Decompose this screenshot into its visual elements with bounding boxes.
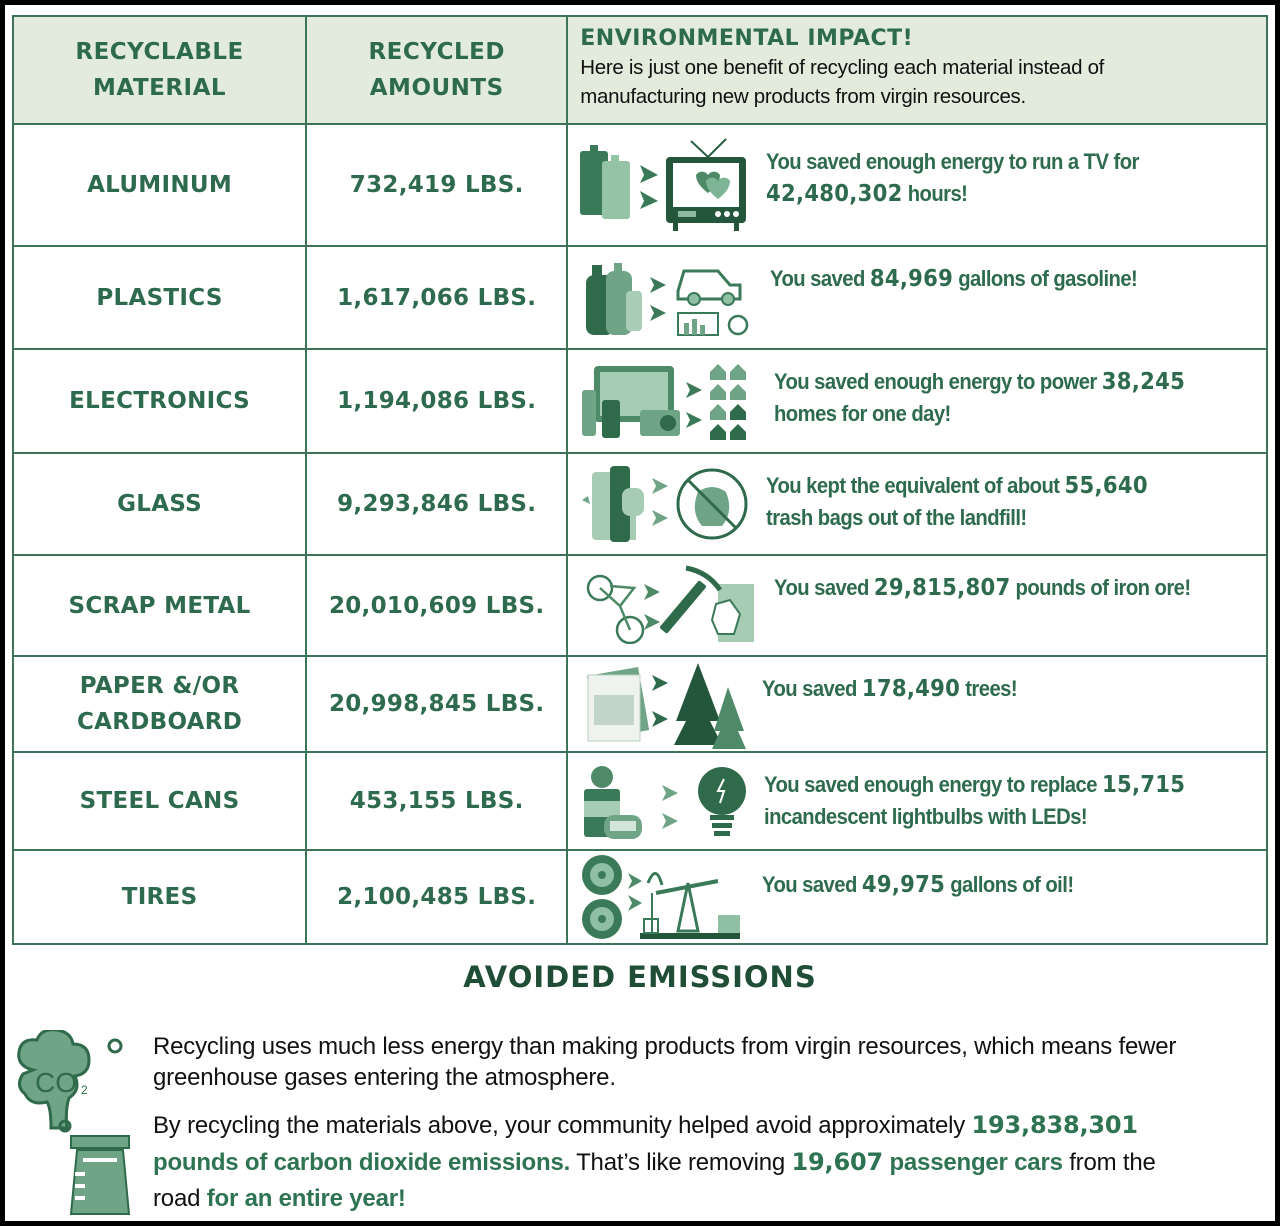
avoided-emissions-title: AVOIDED EMISSIONS xyxy=(463,960,817,994)
impact-text: You saved 178,490 trees! xyxy=(762,676,1018,702)
amount-cell: 20,998,845 LBS. xyxy=(306,656,567,752)
material-cell: ELECTRONICS xyxy=(13,349,306,453)
impact-number: 29,815,807 xyxy=(874,575,1011,601)
amount-cell: 732,419 LBS. xyxy=(306,124,567,246)
table-row xyxy=(13,850,1267,944)
impact-text: You saved 29,815,807 pounds of iron ore! xyxy=(774,575,1191,601)
emissions-paragraph-1: Recycling uses much less energy than making products from virgin resources, which means fewer greenhouse gases entering the atmosphere. xyxy=(153,1033,1177,1091)
co2-unit: pounds of carbon dioxide emissions. xyxy=(153,1149,571,1176)
bottles-to-car-icon xyxy=(568,247,756,337)
table-row xyxy=(13,752,1267,850)
table-row xyxy=(13,555,1267,656)
impact-number: 178,490 xyxy=(862,676,961,702)
emissions-paragraph-2: By recycling the materials above, your community helped avoid approximately 193,838,301 pounds of carbon dioxide emissions. That’s like removing 19,607 passenger cars from the road for an entire year! xyxy=(153,1111,1156,1212)
amount-cell: 9,293,846 LBS. xyxy=(306,453,567,555)
impact-number: 15,715 xyxy=(1102,772,1186,798)
table-row xyxy=(13,453,1267,555)
impact-cell xyxy=(567,453,1267,555)
impact-number: 49,975 xyxy=(862,872,946,898)
impact-number: 42,480,302 xyxy=(766,181,903,207)
co2-smokestack-icon xyxy=(13,1030,133,1221)
co2-number: 193,838,301 xyxy=(971,1111,1138,1139)
electronics-to-homes-icon xyxy=(568,350,760,444)
tires-to-oil-pump-icon xyxy=(568,851,748,941)
header-material: RECYCLABLE MATERIAL xyxy=(13,16,306,124)
impact-cell xyxy=(567,246,1267,349)
table-row xyxy=(13,656,1267,752)
impact-cell xyxy=(567,555,1267,656)
amount-cell: 1,617,066 LBS. xyxy=(306,246,567,349)
cars-label: passenger cars xyxy=(889,1149,1063,1176)
impact-number: 38,245 xyxy=(1102,369,1186,395)
glass-to-no-trash-icon xyxy=(568,454,756,546)
avoided-emissions-body xyxy=(153,1031,1268,1217)
header-impact xyxy=(567,16,1267,124)
table-row xyxy=(13,349,1267,453)
impact-subtitle: Here is just one benefit of recycling each material instead of manufacturing new products from virgin resources. xyxy=(580,56,1105,108)
svg-text:2: 2 xyxy=(81,1083,88,1097)
impact-cell xyxy=(567,850,1267,944)
table-row xyxy=(13,124,1267,246)
cars-number: 19,607 xyxy=(791,1148,883,1176)
impact-text: You kept the equivalent of about 55,640 trash bags out of the landfill! xyxy=(766,473,1149,530)
amount-cell: 453,155 LBS. xyxy=(306,752,567,850)
cans-to-tv-icon xyxy=(568,137,748,233)
impact-text: You saved enough energy to run a TV for 42,480,302 hours! xyxy=(766,149,1140,207)
amount-cell: 1,194,086 LBS. xyxy=(306,349,567,453)
impact-cell xyxy=(567,349,1267,453)
bicycle-to-pickaxe-icon xyxy=(568,556,756,644)
table-row xyxy=(13,246,1267,349)
impact-cell xyxy=(567,124,1267,246)
impact-number: 55,640 xyxy=(1064,473,1149,499)
impact-text: You saved enough energy to replace 15,715 incandescent lightbulbs with LEDs! xyxy=(764,772,1186,829)
material-cell: SCRAP METAL xyxy=(13,555,306,656)
material-cell: STEEL CANS xyxy=(13,752,306,850)
material-cell: GLASS xyxy=(13,453,306,555)
material-cell: ALUMINUM xyxy=(13,124,306,246)
recycling-impact-table xyxy=(12,15,1268,945)
impact-cell xyxy=(567,752,1267,850)
paper-to-trees-icon xyxy=(568,657,748,749)
impact-number: 84,969 xyxy=(870,266,954,292)
table-header-row xyxy=(13,16,1267,124)
page xyxy=(5,5,1275,1221)
header-amount: RECYCLED AMOUNTS xyxy=(306,16,567,124)
material-cell: PAPER &/OR CARDBOARD xyxy=(13,656,306,752)
amount-cell: 2,100,485 LBS. xyxy=(306,850,567,944)
cans-to-lightbulb-icon xyxy=(568,753,750,843)
svg-text:CO: CO xyxy=(35,1067,77,1098)
amount-cell: 20,010,609 LBS. xyxy=(306,555,567,656)
duration: for an entire year! xyxy=(206,1185,406,1212)
impact-text: You saved 84,969 gallons of gasoline! xyxy=(770,266,1138,292)
impact-text: You saved 49,975 gallons of oil! xyxy=(762,872,1074,898)
impact-title: ENVIRONMENTAL IMPACT! xyxy=(580,26,914,51)
impact-cell xyxy=(567,656,1267,752)
material-cell: TIRES xyxy=(13,850,306,944)
material-cell: PLASTICS xyxy=(13,246,306,349)
impact-text: You saved enough energy to power 38,245 homes for one day! xyxy=(774,369,1186,426)
